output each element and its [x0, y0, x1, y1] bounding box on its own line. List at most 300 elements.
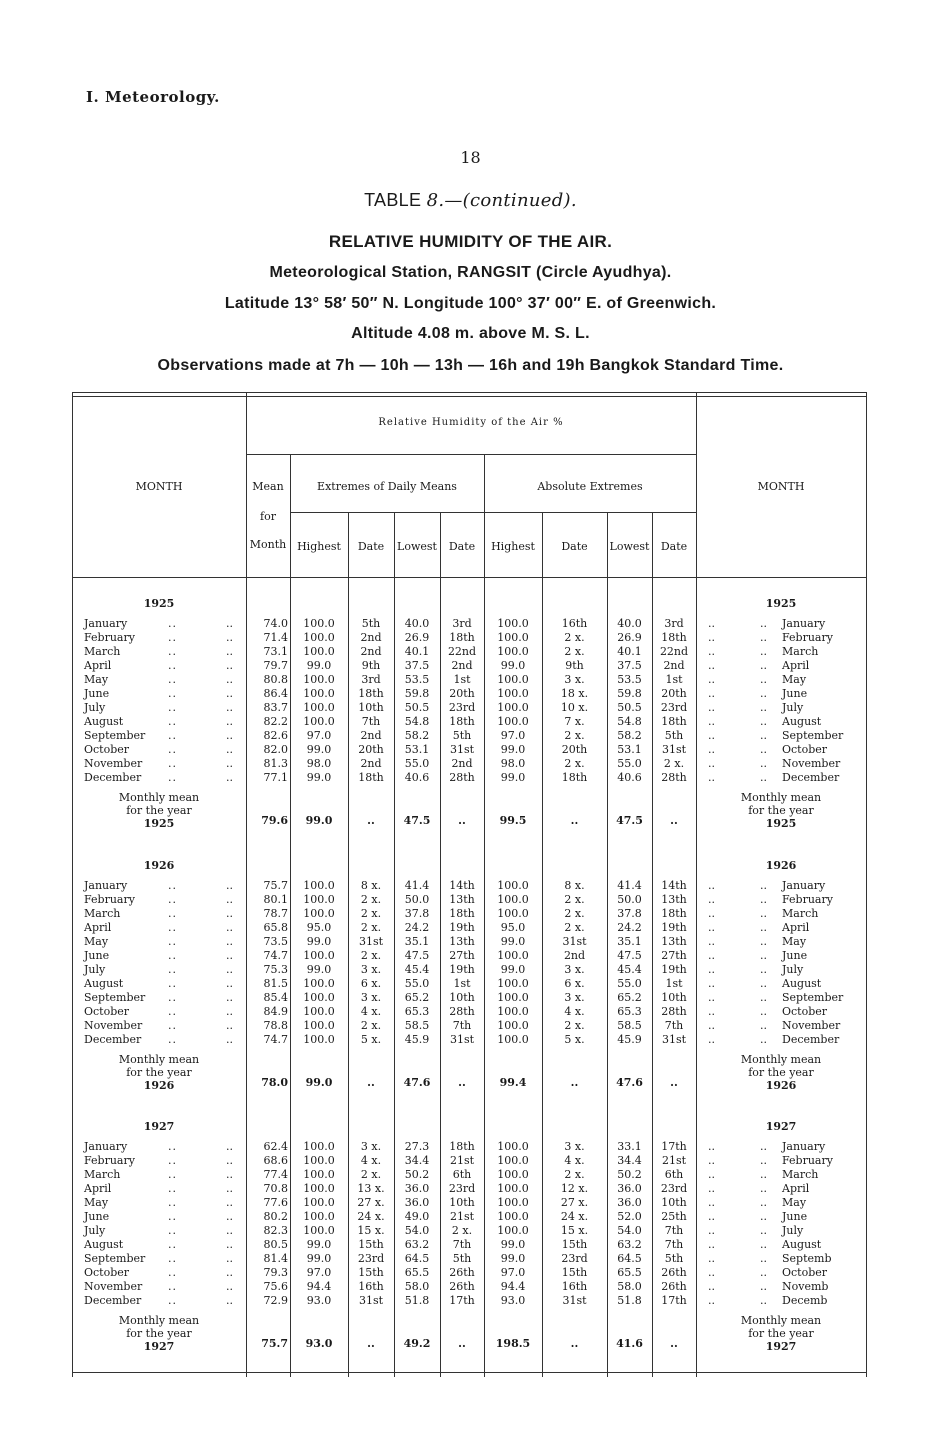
- leader-dots: ..: [226, 1033, 233, 1046]
- month-cell-left: February: [84, 1154, 135, 1167]
- mean-value-cell: 75.7: [261, 1337, 288, 1350]
- value-cell: 45.4: [404, 963, 430, 976]
- leader-dots: ..: [760, 645, 767, 658]
- leader-dots: ..: [226, 1154, 233, 1167]
- mean-header: Mean: [252, 480, 284, 493]
- value-cell: 82.2: [263, 715, 288, 728]
- value-cell: 99.0: [500, 963, 526, 976]
- value-cell: 100.0: [303, 617, 335, 630]
- leader-dots: ..: [226, 1294, 233, 1307]
- value-cell: 80.8: [263, 673, 288, 686]
- leader-dots: ..: [168, 893, 177, 906]
- value-cell: 1st: [665, 673, 683, 686]
- table-row: [72, 673, 867, 687]
- value-cell: 37.5: [617, 659, 642, 672]
- value-cell: 85.4: [263, 991, 288, 1004]
- leader-dots: ..: [760, 617, 767, 630]
- value-cell: 58.2: [617, 729, 642, 742]
- value-cell: 1st: [453, 673, 471, 686]
- value-cell: 37.8: [404, 907, 430, 920]
- leader-dots: ..: [168, 921, 177, 934]
- leader-dots: ..: [760, 757, 767, 770]
- table-row: [72, 701, 867, 715]
- value-cell: 20th: [358, 743, 384, 756]
- mean-year-label: 1925: [143, 817, 175, 830]
- value-cell: 99.0: [306, 935, 332, 948]
- table-row: [72, 1266, 867, 1280]
- leader-dots: ..: [708, 617, 715, 630]
- value-cell: 22nd: [659, 645, 689, 658]
- value-cell: 24.2: [617, 921, 642, 934]
- value-cell: 100.0: [303, 645, 335, 658]
- leader-dots: ..: [168, 963, 177, 976]
- value-cell: 100.0: [497, 1196, 529, 1209]
- value-cell: 97.0: [500, 729, 526, 742]
- value-cell: 99.0: [306, 1238, 332, 1251]
- month-cell-right: December: [782, 1033, 840, 1046]
- table-row: [72, 921, 867, 935]
- leader-dots: ..: [226, 645, 233, 658]
- value-cell: 100.0: [497, 1210, 529, 1223]
- value-cell: 23rd: [660, 1182, 688, 1195]
- value-cell: 23rd: [448, 701, 476, 714]
- leader-dots: ..: [226, 631, 233, 644]
- value-cell: 100.0: [497, 907, 529, 920]
- leader-dots: ..: [708, 687, 715, 700]
- leader-dots: ..: [168, 1280, 177, 1293]
- leader-dots: ..: [226, 687, 233, 700]
- leader-dots: ..: [760, 673, 767, 686]
- value-cell: 54.8: [617, 715, 642, 728]
- value-cell: 19th: [449, 963, 475, 976]
- value-cell: 40.6: [404, 771, 430, 784]
- leader-dots: ..: [708, 1294, 715, 1307]
- value-cell: 15 x.: [560, 1224, 589, 1237]
- month-cell-left: July: [84, 701, 106, 714]
- month-cell-right: May: [782, 673, 807, 686]
- value-cell: 80.5: [263, 1238, 288, 1251]
- value-cell: 10th: [661, 1196, 687, 1209]
- for-the-year-label: for the year: [126, 1327, 192, 1340]
- value-cell: 100.0: [497, 645, 529, 658]
- leader-dots: ..: [760, 921, 767, 934]
- value-cell: 2 x.: [360, 949, 382, 962]
- leader-dots: ..: [226, 1266, 233, 1279]
- value-cell: 99.0: [306, 963, 332, 976]
- value-cell: 53.5: [617, 673, 642, 686]
- value-cell: 10th: [358, 701, 384, 714]
- value-cell: 64.5: [617, 1252, 642, 1265]
- mean-year-label-right: 1925: [765, 817, 797, 830]
- leader-dots: ..: [226, 1280, 233, 1293]
- leader-dots: ..: [708, 907, 715, 920]
- value-cell: 58.0: [617, 1280, 642, 1293]
- month-cell-left: June: [84, 949, 110, 962]
- value-cell: 4 x.: [360, 1154, 382, 1167]
- for-the-year-label-right: for the year: [748, 804, 814, 817]
- month-cell-left: December: [84, 771, 142, 784]
- leader-dots: ..: [760, 1280, 767, 1293]
- mean-year-label: 1926: [143, 1079, 175, 1092]
- table-row: [72, 757, 867, 771]
- value-cell: 1st: [665, 977, 683, 990]
- value-cell: 25th: [661, 1210, 687, 1223]
- value-cell: 97.0: [306, 1266, 332, 1279]
- value-cell: 5th: [664, 729, 684, 742]
- month-cell-right: March: [782, 907, 819, 920]
- leader-dots: ..: [168, 771, 177, 784]
- leader-dots: ..: [760, 1252, 767, 1265]
- value-cell: 50.2: [404, 1168, 430, 1181]
- value-cell: 64.5: [404, 1252, 430, 1265]
- lowest-header: Lowest: [397, 540, 437, 553]
- value-cell: 18th: [561, 771, 588, 784]
- value-cell: 15th: [561, 1238, 588, 1251]
- month-cell-right: Novemb: [782, 1280, 829, 1293]
- leader-dots: ..: [708, 991, 715, 1004]
- value-cell: 99.0: [306, 659, 332, 672]
- leader-dots: ..: [226, 893, 233, 906]
- value-cell: 3 x.: [564, 673, 585, 686]
- leader-dots: ..: [168, 1154, 177, 1167]
- value-cell: 12 x.: [560, 1182, 589, 1195]
- month-subheader: Month: [249, 538, 287, 551]
- value-cell: 28th: [449, 1005, 475, 1018]
- value-cell: 2 x.: [564, 631, 585, 644]
- month-cell-right: August: [782, 977, 822, 990]
- month-cell-right: February: [782, 1154, 833, 1167]
- value-cell: 19th: [449, 921, 475, 934]
- month-cell-right: October: [782, 743, 828, 756]
- value-cell: 4 x.: [360, 1005, 382, 1018]
- value-cell: 99.0: [500, 743, 526, 756]
- leader-dots: ..: [760, 1224, 767, 1237]
- value-cell: 70.8: [263, 1182, 288, 1195]
- value-cell: 26.9: [404, 631, 430, 644]
- leader-dots: ..: [168, 617, 177, 630]
- value-cell: 41.4: [617, 879, 642, 892]
- table-row: [72, 935, 867, 949]
- month-cell-right: February: [782, 893, 833, 906]
- leader-dots: ..: [760, 935, 767, 948]
- month-cell-right: November: [782, 757, 841, 770]
- value-cell: 100.0: [497, 1005, 529, 1018]
- month-cell-right: February: [782, 631, 833, 644]
- mean-value-cell: 99.5: [499, 814, 527, 827]
- value-cell: 71.4: [263, 631, 288, 644]
- for-the-year-label: for the year: [126, 804, 192, 817]
- mean-value-cell: ..: [670, 1076, 678, 1089]
- value-cell: 2 x.: [564, 645, 585, 658]
- value-cell: 4 x.: [564, 1005, 585, 1018]
- leader-dots: ..: [168, 1005, 177, 1018]
- leader-dots: ..: [760, 687, 767, 700]
- value-cell: 23rd: [660, 701, 688, 714]
- monthly-mean-label-right: Monthly mean: [740, 1053, 822, 1066]
- value-cell: 47.5: [404, 949, 430, 962]
- observations-line: Observations made at 7h — 10h — 13h — 16h and 19h Bangkok Standard Time.: [157, 357, 784, 374]
- value-cell: 24 x.: [357, 1210, 385, 1223]
- value-cell: 2nd: [563, 949, 586, 962]
- value-cell: 83.7: [263, 701, 288, 714]
- mean-value-cell: ..: [367, 1076, 375, 1089]
- value-cell: 36.0: [404, 1182, 430, 1195]
- value-cell: 100.0: [497, 1154, 529, 1167]
- value-cell: 27.3: [404, 1140, 430, 1153]
- value-cell: 16th: [561, 617, 588, 630]
- value-cell: 41.4: [404, 879, 430, 892]
- value-cell: 1st: [453, 977, 471, 990]
- value-cell: 20th: [661, 687, 687, 700]
- table-row: [72, 687, 867, 701]
- value-cell: 100.0: [497, 1140, 529, 1153]
- value-cell: 100.0: [497, 1182, 529, 1195]
- leader-dots: ..: [226, 1210, 233, 1223]
- value-cell: 27th: [449, 949, 475, 962]
- value-cell: 5 x.: [564, 1033, 585, 1046]
- value-cell: 95.0: [500, 921, 526, 934]
- month-cell-left: May: [84, 673, 109, 686]
- value-cell: 97.0: [500, 1266, 526, 1279]
- value-cell: 73.1: [263, 645, 288, 658]
- value-cell: 19th: [661, 921, 687, 934]
- value-cell: 28th: [449, 771, 475, 784]
- leader-dots: ..: [760, 729, 767, 742]
- month-cell-left: October: [84, 743, 130, 756]
- leader-dots: ..: [226, 1140, 233, 1153]
- value-cell: 26th: [661, 1266, 687, 1279]
- value-cell: 50.0: [617, 893, 642, 906]
- leader-dots: ..: [226, 673, 233, 686]
- month-cell-right: October: [782, 1005, 828, 1018]
- value-cell: 7th: [664, 1019, 684, 1032]
- value-cell: 54.8: [404, 715, 430, 728]
- leader-dots: ..: [708, 879, 715, 892]
- leader-dots: ..: [760, 1033, 767, 1046]
- table-row: [72, 1224, 867, 1238]
- annual-mean-row: [72, 1337, 867, 1351]
- month-cell-left: June: [84, 687, 110, 700]
- value-cell: 3rd: [361, 673, 381, 686]
- value-cell: 36.0: [617, 1196, 642, 1209]
- value-cell: 100.0: [303, 949, 335, 962]
- value-cell: 77.4: [263, 1168, 288, 1181]
- value-cell: 13 x.: [357, 1182, 385, 1195]
- value-cell: 18th: [661, 715, 687, 728]
- leader-dots: ..: [708, 1182, 715, 1195]
- value-cell: 21st: [449, 1210, 475, 1223]
- value-cell: 6 x.: [564, 977, 585, 990]
- value-cell: 26th: [661, 1280, 687, 1293]
- value-cell: 100.0: [303, 1019, 335, 1032]
- value-cell: 100.0: [303, 1210, 335, 1223]
- value-cell: 31st: [449, 1033, 475, 1046]
- mean-value-cell: 99.0: [305, 814, 333, 827]
- value-cell: 82.6: [263, 729, 288, 742]
- value-cell: 5th: [664, 1252, 684, 1265]
- value-cell: 20th: [449, 687, 475, 700]
- value-cell: 51.8: [404, 1294, 430, 1307]
- leader-dots: ..: [708, 1168, 715, 1181]
- leader-dots: ..: [226, 949, 233, 962]
- mean-value-cell: ..: [670, 814, 678, 827]
- leader-dots: ..: [708, 1266, 715, 1279]
- leader-dots: ..: [226, 757, 233, 770]
- position-line: Latitude 13° 58′ 50″ N. Longitude 100° 37′ 00″ E. of Greenwich.: [224, 295, 717, 312]
- value-cell: 40.1: [617, 645, 642, 658]
- value-cell: 84.9: [263, 1005, 288, 1018]
- value-cell: 59.8: [617, 687, 642, 700]
- value-cell: 3 x.: [564, 991, 585, 1004]
- leader-dots: ..: [708, 1280, 715, 1293]
- value-cell: 81.3: [263, 757, 288, 770]
- leader-dots: ..: [168, 673, 177, 686]
- value-cell: 75.3: [263, 963, 288, 976]
- value-cell: 33.1: [617, 1140, 642, 1153]
- value-cell: 100.0: [497, 631, 529, 644]
- value-cell: 8 x.: [564, 879, 585, 892]
- value-cell: 65.3: [617, 1005, 642, 1018]
- year-label-right: 1926: [765, 859, 797, 872]
- leader-dots: ..: [760, 659, 767, 672]
- value-cell: 17th: [661, 1140, 687, 1153]
- for-header: for: [260, 510, 276, 523]
- leader-dots: ..: [168, 631, 177, 644]
- leader-dots: ..: [708, 1252, 715, 1265]
- value-cell: 93.0: [306, 1294, 332, 1307]
- value-cell: 3 x.: [360, 991, 382, 1004]
- table-row: [72, 645, 867, 659]
- leader-dots: ..: [760, 1182, 767, 1195]
- leader-dots: ..: [168, 1033, 177, 1046]
- month-cell-right: July: [782, 1224, 804, 1237]
- value-cell: 18th: [449, 907, 475, 920]
- leader-dots: ..: [708, 771, 715, 784]
- for-the-year-label-right: for the year: [748, 1327, 814, 1340]
- value-cell: 58.2: [404, 729, 430, 742]
- mean-value-cell: 47.6: [616, 1076, 643, 1089]
- value-cell: 35.1: [404, 935, 430, 948]
- leader-dots: ..: [708, 729, 715, 742]
- leader-dots: ..: [226, 977, 233, 990]
- super-header: Relative Humidity of the Air %: [378, 417, 564, 428]
- month-cell-left: November: [84, 1280, 143, 1293]
- humidity-table: [72, 392, 867, 1377]
- value-cell: 37.5: [404, 659, 430, 672]
- value-cell: 2 x.: [663, 757, 685, 770]
- month-cell-left: July: [84, 1224, 106, 1237]
- value-cell: 3rd: [664, 617, 684, 630]
- leader-dots: ..: [708, 631, 715, 644]
- value-cell: 100.0: [303, 1168, 335, 1181]
- leader-dots: ..: [226, 1168, 233, 1181]
- value-cell: 74.0: [263, 617, 288, 630]
- value-cell: 100.0: [303, 893, 335, 906]
- date-header: Date: [357, 540, 385, 553]
- leader-dots: ..: [708, 743, 715, 756]
- value-cell: 15th: [358, 1238, 384, 1251]
- value-cell: 82.3: [263, 1224, 288, 1237]
- value-cell: 34.4: [617, 1154, 642, 1167]
- monthly-mean-label: Monthly mean: [118, 1314, 200, 1327]
- value-cell: 100.0: [303, 879, 335, 892]
- value-cell: 18th: [449, 1140, 475, 1153]
- mean-value-cell: 99.4: [499, 1076, 527, 1089]
- leader-dots: ..: [226, 659, 233, 672]
- month-cell-right: March: [782, 645, 819, 658]
- leader-dots: ..: [708, 921, 715, 934]
- value-cell: 94.4: [500, 1280, 526, 1293]
- monthly-mean-label: Monthly mean: [118, 1053, 200, 1066]
- value-cell: 31st: [661, 743, 687, 756]
- month-cell-left: September: [84, 729, 146, 742]
- value-cell: 62.4: [263, 1140, 288, 1153]
- leader-dots: ..: [760, 949, 767, 962]
- table-row: [72, 631, 867, 645]
- value-cell: 74.7: [263, 1033, 288, 1046]
- value-cell: 65.5: [617, 1266, 642, 1279]
- main-title: RELATIVE HUMIDITY OF THE AIR.: [328, 232, 613, 251]
- leader-dots: ..: [168, 645, 177, 658]
- value-cell: 27th: [661, 949, 687, 962]
- value-cell: 49.0: [404, 1210, 430, 1223]
- leader-dots: ..: [168, 743, 177, 756]
- value-cell: 81.4: [263, 1252, 288, 1265]
- value-cell: 40.1: [404, 645, 430, 658]
- month-cell-right: Septemb: [782, 1252, 832, 1265]
- leader-dots: ..: [760, 991, 767, 1004]
- month-cell-right: October: [782, 1266, 828, 1279]
- leader-dots: ..: [760, 1196, 767, 1209]
- leader-dots: ..: [708, 963, 715, 976]
- value-cell: 40.6: [617, 771, 642, 784]
- value-cell: 10th: [661, 991, 687, 1004]
- station-line: Meteorological Station, RANGSIT (Circle Ayudhya).: [269, 264, 672, 281]
- leader-dots: ..: [226, 991, 233, 1004]
- month-cell-left: August: [84, 715, 124, 728]
- monthly-mean-label-right: Monthly mean: [740, 791, 822, 804]
- value-cell: 100.0: [497, 701, 529, 714]
- leader-dots: ..: [168, 1238, 177, 1251]
- value-cell: 93.0: [500, 1294, 526, 1307]
- value-cell: 21st: [449, 1154, 475, 1167]
- value-cell: 100.0: [497, 879, 529, 892]
- value-cell: 86.4: [263, 687, 288, 700]
- month-cell-left: March: [84, 645, 121, 658]
- value-cell: 17th: [449, 1294, 475, 1307]
- value-cell: 13th: [661, 935, 687, 948]
- value-cell: 5th: [361, 617, 381, 630]
- value-cell: 21st: [661, 1154, 687, 1167]
- value-cell: 99.0: [500, 1238, 526, 1251]
- for-the-year-label-right: for the year: [748, 1066, 814, 1079]
- leader-dots: ..: [708, 757, 715, 770]
- month-header-left: MONTH: [135, 480, 183, 493]
- table-row: [72, 1168, 867, 1182]
- month-cell-right: May: [782, 1196, 807, 1209]
- month-cell-left: February: [84, 631, 135, 644]
- table-row: [72, 991, 867, 1005]
- month-cell-right: June: [782, 1210, 808, 1223]
- value-cell: 20th: [561, 743, 588, 756]
- leader-dots: ..: [760, 1019, 767, 1032]
- value-cell: 99.0: [306, 1252, 332, 1265]
- value-cell: 40.0: [617, 617, 642, 630]
- value-cell: 2 x.: [564, 907, 585, 920]
- value-cell: 2nd: [360, 645, 382, 658]
- leader-dots: ..: [708, 893, 715, 906]
- table-row: [72, 1238, 867, 1252]
